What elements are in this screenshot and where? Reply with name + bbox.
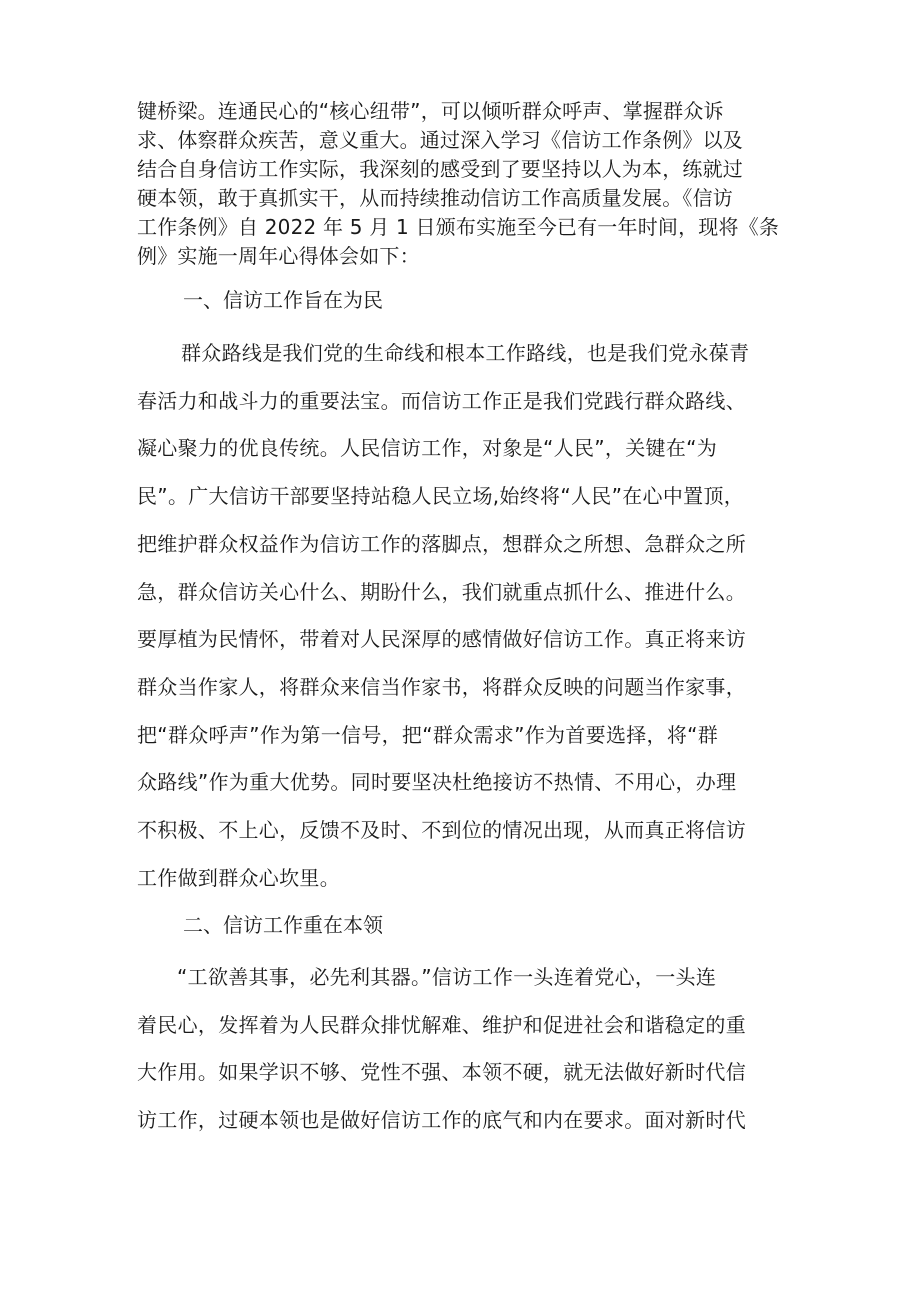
- text-line: 要厚植为民情怀，带着对人民深厚的感情做好信访工作。真正将来访: [137, 627, 746, 652]
- text-line: 群众路线是我们党的生命线和根本工作路线，也是我们党永葆青: [181, 341, 750, 365]
- section2-paragraph: [137, 954, 792, 1145]
- intro-paragraph: [137, 97, 792, 271]
- section1-paragraph: [137, 330, 792, 902]
- text-line: 群众当作家人，将群众来信当作家书，将群众反映的问题当作家事，: [137, 674, 746, 699]
- text-line: 硬本领，敢于真抓实干，从而持续推动信访工作高质量发展。《信访: [137, 186, 733, 210]
- text-line: 大作用。如果学识不够、党性不强、本领不硬，就无法做好新时代信: [137, 1060, 746, 1085]
- text-line: 工作做到群众心坎里。: [137, 865, 340, 890]
- text-line: 访工作，过硬本领也是做好信访工作的底气和内在要求。面对新时代: [137, 1108, 746, 1133]
- text-line: 键桥梁。连通民心的“核心纽带”，可以倾听群众呼声、掌握群众诉: [137, 99, 724, 123]
- text-line: 着民心，发挥着为人民群众排忧解难、维护和促进社会和谐稳定的重: [137, 1012, 746, 1037]
- text-line: 民”。广大信访干部要坚持站稳人民立场,始终将“人民”在心中置顶，: [137, 484, 745, 509]
- text-line: 例》实施一周年心得体会如下：: [137, 244, 420, 268]
- text-line: “工欲善其事，必先利其器。”信访工作一头连着党心，一头连: [177, 965, 717, 989]
- text-line: 急，群众信访关心什么、期盼什么，我们就重点抓什么、推进什么。: [137, 579, 746, 604]
- text-line: 结合自身信访工作实际，我深刻的感受到了要坚持以人为本，练就过: [137, 157, 743, 181]
- text-line: 众路线”作为重大优势。同时要坚决杜绝接访不热情、不用心，办理: [137, 770, 737, 795]
- text-line: 工作条例》自 2022 年 5 月 1 日颁布实施至今已有一年时间，现将《条: [137, 215, 780, 239]
- text-line: 春活力和战斗力的重要法宝。而信访工作正是我们党践行群众路线、: [137, 388, 746, 413]
- text-line: 凝心聚力的优良传统。人民信访工作，对象是“人民”，关键在“为: [137, 436, 718, 461]
- text-line: 求、体察群众疾苦，意义重大。通过深入学习《信访工作条例》以及: [137, 128, 743, 152]
- section-heading-2: 二、信访工作重在本领: [183, 913, 383, 937]
- text-line: 不积极、不上心，反馈不及时、不到位的情况出现，从而真正将信访: [137, 818, 746, 843]
- section-heading-1: 一、信访工作旨在为民: [183, 288, 383, 312]
- text-line: 把维护群众权益作为信访工作的落脚点，想群众之所想、急群众之所: [137, 531, 746, 556]
- text-line: 把“群众呼声”作为第一信号，把“群众需求”作为首要选择，将“群: [137, 722, 719, 747]
